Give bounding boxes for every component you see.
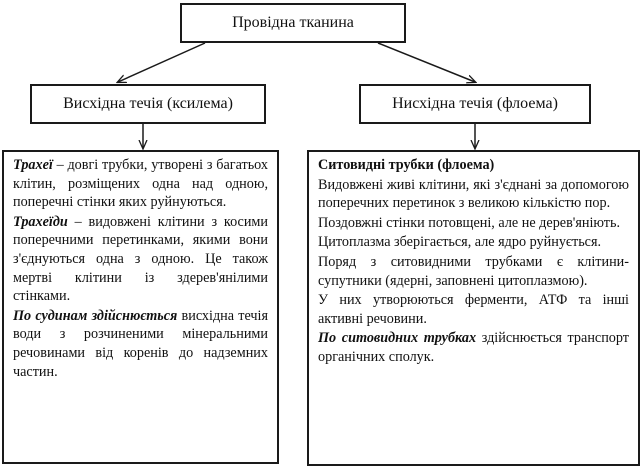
tracheae-term: Трахеї [13,157,53,173]
phloem-transport-paragraph [318,329,629,366]
phloem-paragraph-3: Цитоплазма зберігається, але ядро руйнується. [318,234,602,251]
phloem-paragraph-5: У них утворюються ферменти, АТФ та інші активні речовини. [318,292,629,327]
phloem-description-box [307,150,640,466]
sieve-transport-text: здійснюється транспорт органічних сполук. [318,330,630,365]
phloem-paragraph-1: Видовжені живі клітини, які з'єднані за допомогою поперечних перетинок з великою кількістю пор. [318,176,629,212]
phloem-paragraph-2: Поздовжні стінки потовщені, але не дерев'яніють. [318,214,621,231]
arrow-top-to-left [118,43,205,82]
tracheids-paragraph [13,213,268,306]
phloem-heading: Нисхідна течія (флоема) [392,95,558,112]
vessels-paragraph [13,307,268,381]
root-box [180,3,406,43]
root-title: Провідна тканина [232,14,354,31]
xylem-heading: Висхідна течія (ксилема) [63,95,233,112]
vessels-text: висхідна течія води з розчиненими мінеральними речовинами від коренів до надземних частин. [13,307,269,380]
tracheids-term: Трахеїди [13,213,68,230]
tracheae-text: – довгі трубки, утворені з багатьох клітин, розміщених одна над одною, поперечні стінки яких руйнуються. [13,157,268,211]
tracheae-paragraph [13,156,268,212]
vessels-term: По судинам здійснюється [13,307,178,324]
sieve-tubes-title: Ситовидні трубки (флоема) [318,157,495,173]
xylem-description-box [2,150,279,464]
phloem-heading-box [359,84,591,124]
arrow-top-to-right [378,43,475,82]
xylem-heading-box [30,84,266,124]
tracheids-text: – видовжені клітини з косими поперечними перетинками, якими вони з'єднуються одна з одною. Це також мертві клітини із здерев'янілими стінками. [13,213,268,305]
sieve-transport-term: По ситовидних трубках [318,330,477,347]
phloem-paragraph-4: Поряд з ситовидними трубками є клітини-супутники (ядерні, заповнені цитоплазмою). [318,253,629,289]
